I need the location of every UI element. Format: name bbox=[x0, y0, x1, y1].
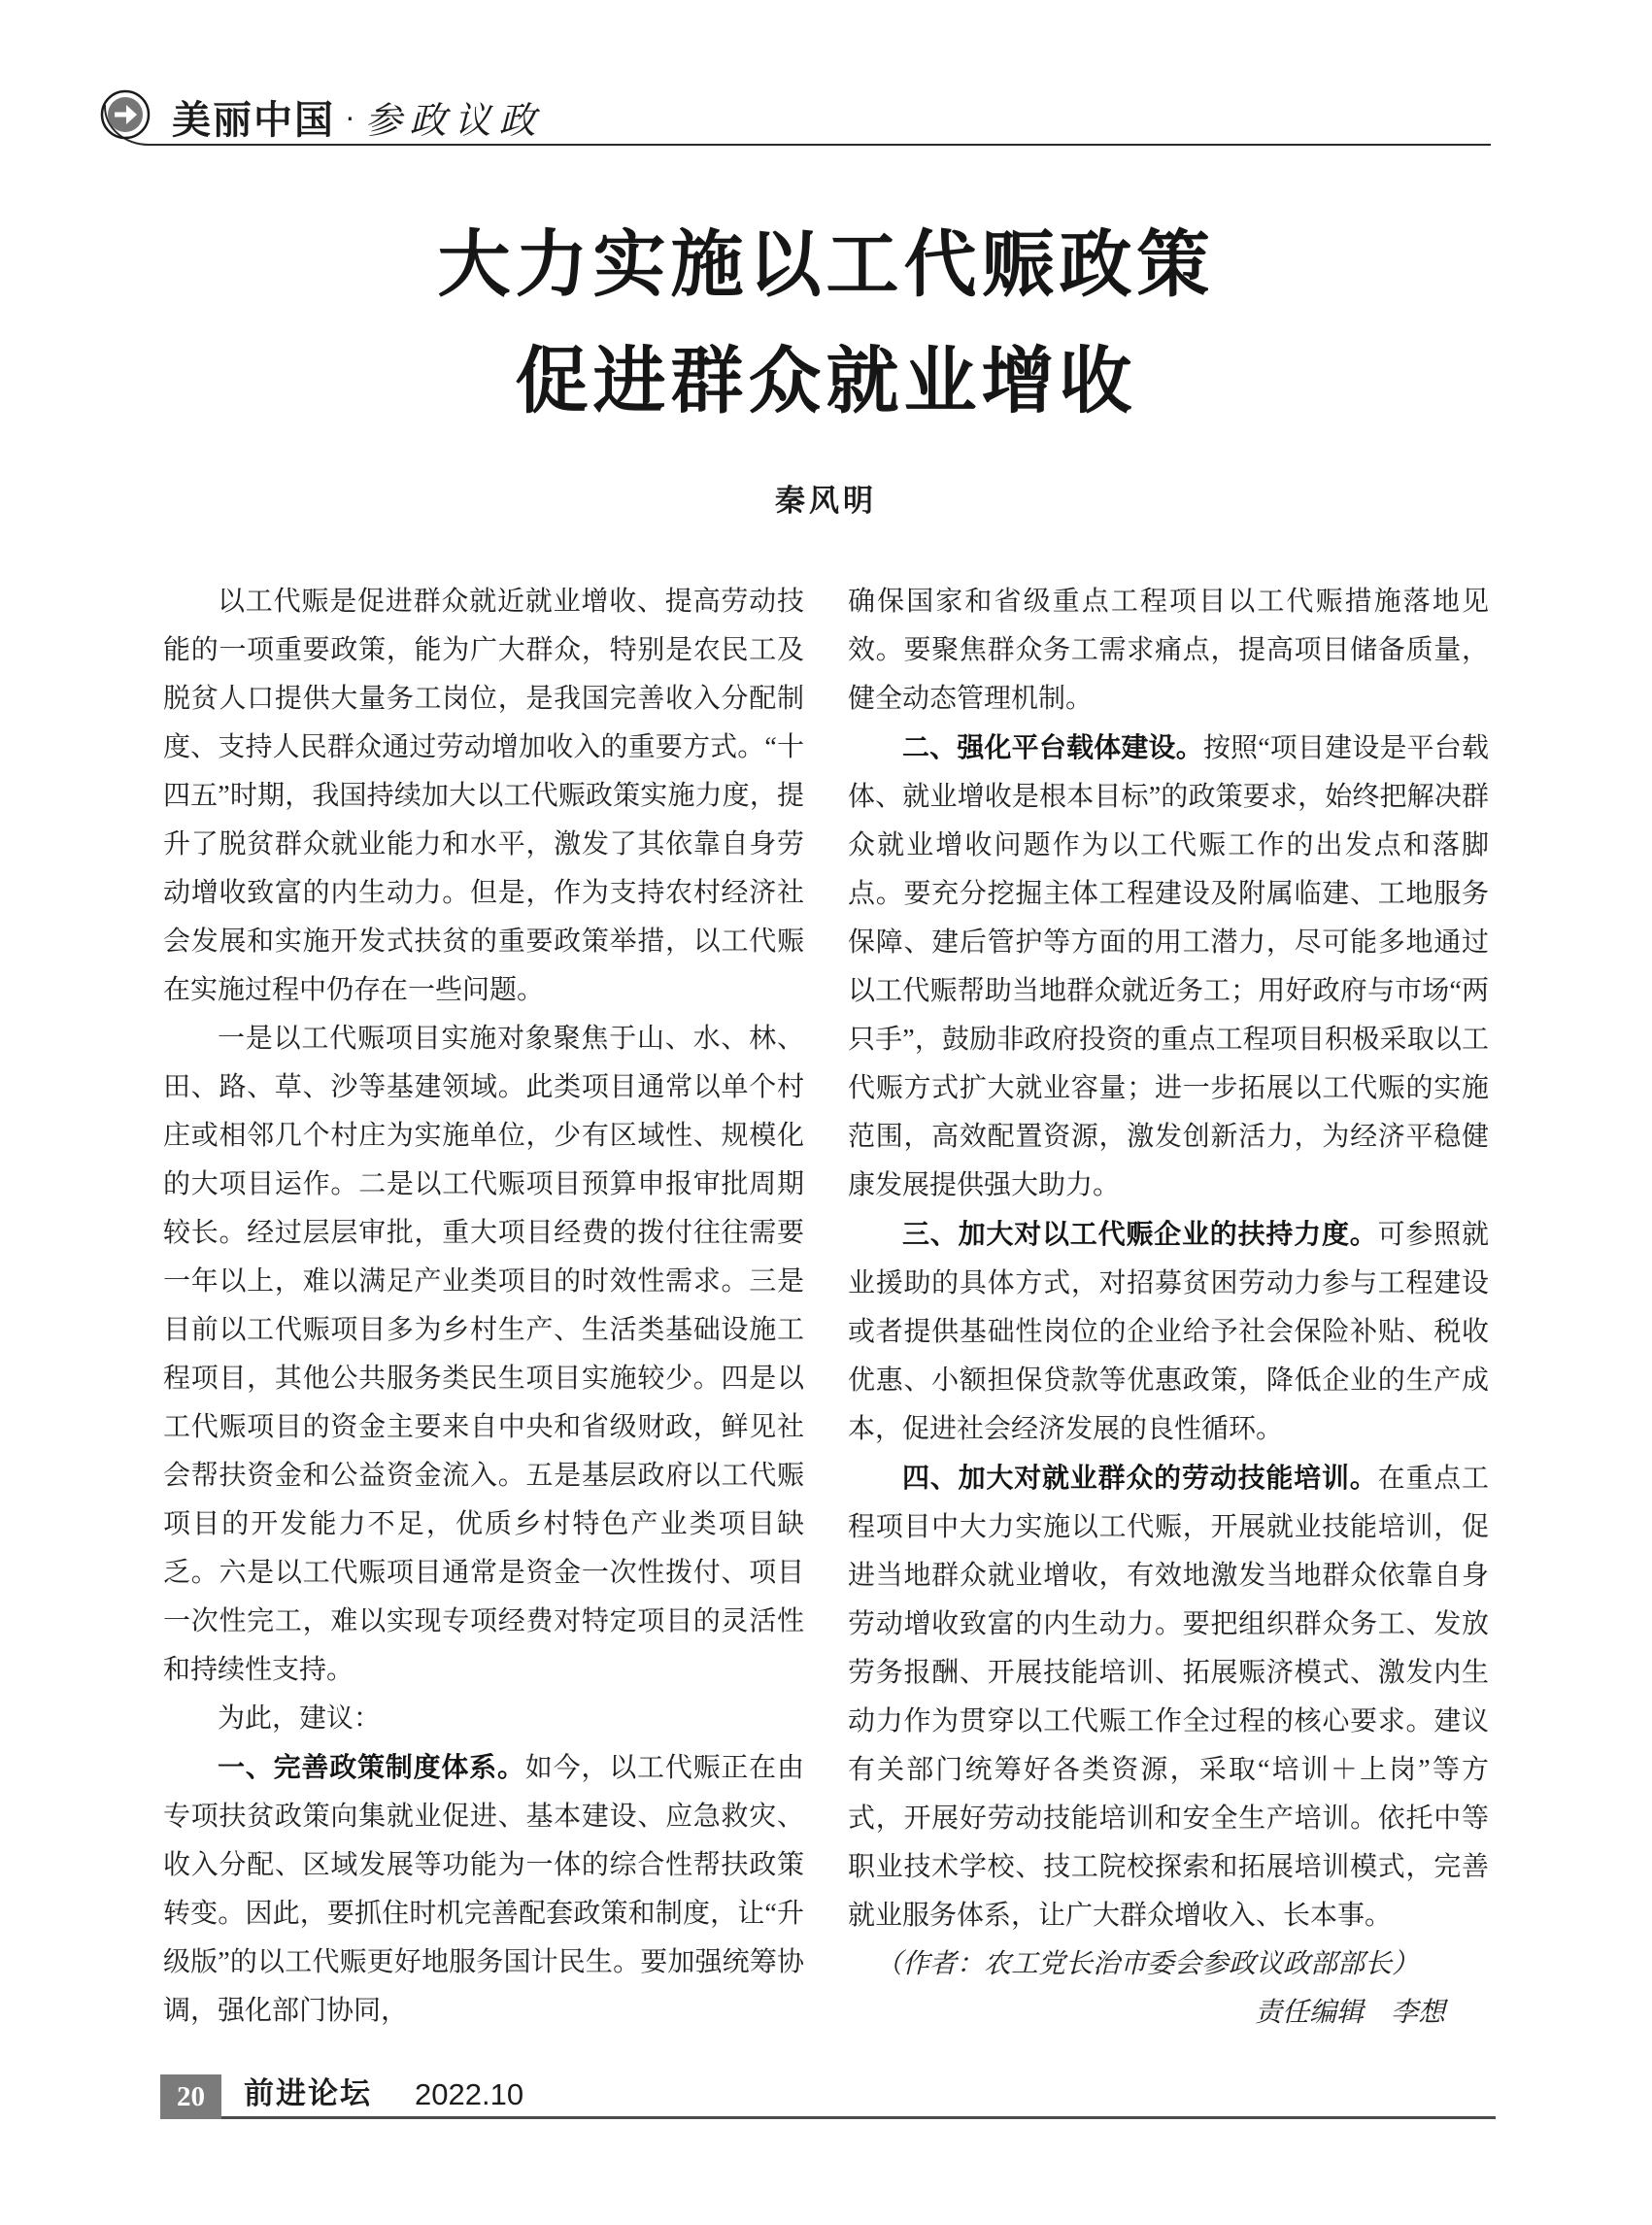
article-body bbox=[163, 578, 1489, 2038]
article-author: 秦风明 bbox=[775, 484, 877, 518]
paragraph-suggestion-1-continued: 确保国家和省级重点工程项目以工代赈措施落地见效。要聚焦群众务工需求痛点，提高项目储备质量，健全动态管理机制。 bbox=[848, 587, 1489, 714]
article bbox=[163, 206, 1489, 2038]
suggestion-4-heading: 四、加大对就业群众的劳动技能培训。 bbox=[902, 1463, 1378, 1493]
paragraph-problems: 一是以工代赈项目实施对象聚焦于山、水、林、田、路、草、沙等基建领域。此类项目通常以单个村庄或相邻几个村庄为实施单位，少有区域性、规模化的大项目运作。二是以工代赈项目预算申报审批周期较长。经过层层审批，重大项目经费的拨付往往需要一年以上，难以满足产业类项目的时效性需求。三是目前以工代赈项目多为乡村生产、生活类基础设施工程项目，其他公共服务类民生项目实施较少。四是以工代赈项目的资金主要来自中央和省级财政，鲜见社会帮扶资金和公益资金流入。五是基层政府以工代赈项目的开发能力不足，优质乡村特色产业类项目缺乏。六是以工代赈项目通常是资金一次性拨付、项目一次性完工，难以实现专项经费对特定项目的灵活性和持续性支持。 bbox=[163, 1024, 804, 1685]
suggestion-1-text: 如今，以工代赈正在由专项扶贫政策向集就业促进、基本建设、应急救灾、收入分配、区域发展等功能为一体的综合性帮扶政策转变。因此，要抓住时机完善配套政策和制度，让“升级版”的以工代赈更好地服务国计民生。要加强统筹协调，强化部门协同， bbox=[163, 1753, 804, 2026]
suggestion-1-heading: 一、完善政策制度体系。 bbox=[218, 1752, 525, 1782]
suggestion-4-text: 在重点工程项目中大力实施以工代赈，开展就业技能培训，促进当地群众就业增收，有效地激发当地群众依靠自身劳动增收致富的内生动力。要把组织群众务工、发放劳务报酬、开展技能培训、拓展赈济模式、激发内生动力作为贯穿以工代赈工作全过程的核心要求。建议有关部门统筹好各类资源，采取“培训＋上岗”等方式，开展好劳动技能培训和安全生产培训。依托中等职业技术学校、技工院校探索和拓展培训模式，完善就业服务体系，让广大群众增收入、长本事。 bbox=[848, 1464, 1489, 1931]
paragraph-suggestion-2 bbox=[848, 724, 1489, 1210]
suggestion-2-heading: 二、强化平台载体建设。 bbox=[902, 732, 1203, 762]
right-column bbox=[848, 578, 1489, 2038]
paragraph-suggestion-1 bbox=[163, 1743, 804, 2036]
page-number-badge bbox=[160, 2074, 221, 2119]
page-header bbox=[100, 89, 1491, 153]
article-title-line2: 促进群众就业增收 bbox=[515, 340, 1137, 421]
section-column-name: 参政议政 bbox=[364, 101, 544, 142]
paragraph-suggestion-3 bbox=[848, 1210, 1489, 1454]
paragraph-suggestion-4 bbox=[848, 1454, 1489, 1940]
responsible-editor: 责任编辑 李想 bbox=[1254, 1998, 1445, 2028]
suggestion-2-text: 按照“项目建设是平台载体、就业增收是根本目标”的政策要求，始终把解决群众就业增收问题作为以工代赈工作的出发点和落脚点。要充分挖掘主体工程建设及附属临建、工地服务保障、建后管护等方面的用工潜力，尽可能多地通过以工代赈帮助当地群众就近务工；用好政府与市场“两只手”，鼓励非政府投资的重点工程项目积极采取以工代赈方式扩大就业容量；进一步拓展以工代赈的实施范围，高效配置资源，激发创新活力，为经济平稳健康发展提供强大助力。 bbox=[848, 733, 1489, 1200]
page-footer bbox=[160, 2073, 1496, 2119]
article-title-line1: 大力实施以工代赈政策 bbox=[437, 223, 1215, 305]
section-separator: · bbox=[345, 99, 355, 134]
paragraph-transition: 为此，建议： bbox=[218, 1703, 382, 1734]
journal-issue: 2022.10 bbox=[415, 2077, 524, 2111]
section-name: 美丽中国 bbox=[172, 99, 335, 142]
article-title bbox=[163, 206, 1489, 439]
journal-name: 前进论坛 bbox=[244, 2076, 372, 2110]
page-number: 20 bbox=[177, 2080, 205, 2112]
left-column bbox=[163, 578, 804, 2038]
suggestion-3-text: 可参照就业援助的具体方式，对招募贫困劳动力参与工程建设或者提供基础性岗位的企业给予社会保险补贴、税收优惠、小额担保贷款等优惠政策，降低企业的生产成本，促进社会经济发展的良性循环。 bbox=[848, 1220, 1489, 1444]
footer-rule bbox=[219, 2116, 1496, 2119]
paragraph-intro: 以工代赈是促进群众就近就业增收、提高劳动技能的一项重要政策，能为广大群众，特别是农民工及脱贫人口提供大量务工岗位，是我国完善收入分配制度、支持人民群众通过劳动增加收入的重要方式。“十四五”时期，我国持续加大以工代赈政策实施力度，提升了脱贫群众就业能力和水平，激发了其依靠自身劳动增收致富的内生动力。但是，作为支持农村经济社会发展和实施开发式扶贫的重要政策举措，以工代赈在实施过程中仍存在一些问题。 bbox=[163, 587, 804, 1005]
suggestion-3-heading: 三、加大对以工代赈企业的扶持力度。 bbox=[902, 1219, 1378, 1249]
arrow-right-circle-icon bbox=[100, 89, 151, 140]
section-heading bbox=[172, 89, 544, 145]
author-attribution: （作者：农工党长治市委会参政议政部部长） bbox=[875, 1949, 1420, 1979]
